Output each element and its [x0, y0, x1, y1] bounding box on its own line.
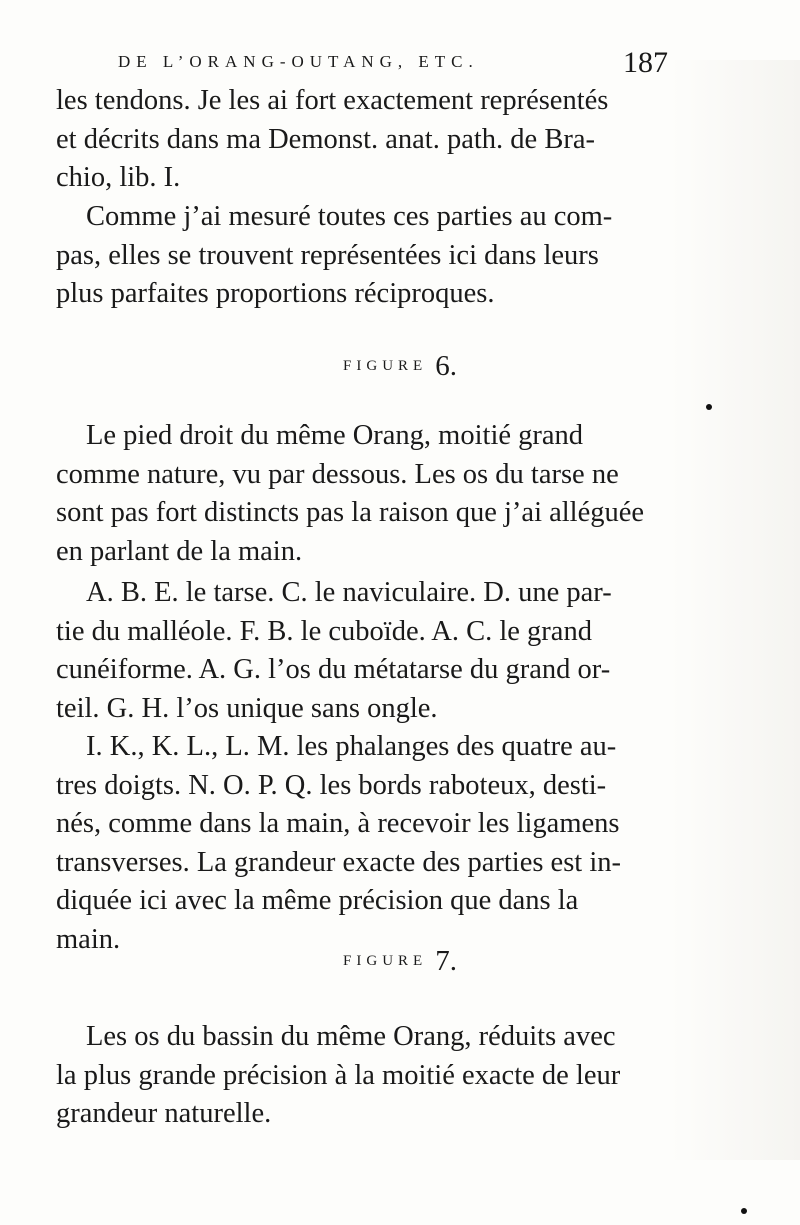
text-line: tres doigts. N. O. P. Q. les bords raboteux, desti-	[56, 769, 607, 801]
figure-7-heading	[0, 945, 800, 978]
running-head	[118, 46, 668, 80]
page-number: 187	[623, 46, 668, 79]
figure-number: 7.	[435, 945, 457, 977]
figure-label: FIGURE	[343, 358, 428, 374]
text-line: pas, elles se trouvent représentées ici dans leurs	[56, 239, 599, 271]
text-line: et décrits dans ma Demonst. anat. path. de Bra-	[56, 123, 595, 155]
figure-label: FIGURE	[343, 953, 428, 969]
figure-6-description	[56, 417, 674, 571]
text-line: grandeur naturelle.	[56, 1098, 272, 1130]
paragraph-measurement	[56, 198, 674, 314]
text-line: cunéiforme. A. G. l’os du métatarse du grand or-	[56, 654, 611, 686]
paragraph-continuation	[56, 82, 674, 198]
text-line: les tendons. Je les ai fort exactement représentés	[56, 85, 609, 116]
text-line: Le pied droit du même Orang, moitié grand	[86, 420, 584, 451]
text-line: nés, comme dans la main, à recevoir les ligamens	[56, 808, 620, 840]
text-line: diquée ici avec la même précision que dans la	[56, 885, 579, 917]
text-line: Les os du bassin du même Orang, réduits avec	[86, 1021, 616, 1052]
text-line: chio, lib. I.	[56, 162, 181, 194]
text-line: la plus grande précision à la moitié exacte de leur	[56, 1059, 621, 1091]
text-line: I. K., K. L., L. M. les phalanges des quatre au-	[86, 731, 617, 762]
figure-number: 6.	[435, 350, 457, 382]
ink-speck	[741, 1208, 747, 1214]
ink-speck	[706, 404, 712, 410]
text-line: plus parfaites proportions réciproques.	[56, 278, 495, 310]
figure-6-phalanges-legend	[56, 728, 674, 960]
text-line: teil. G. H. l’os unique sans ongle.	[56, 692, 438, 724]
text-line: tie du malléole. F. B. le cuboïde. A. C. le grand	[56, 615, 592, 647]
text-line: en parlant de la main.	[56, 535, 303, 567]
text-line: main.	[56, 923, 121, 955]
bleed-through-shadow	[670, 60, 800, 1160]
figure-7-description	[56, 1018, 674, 1134]
running-title: DE L’ORANG-OUTANG, ETC.	[118, 52, 479, 71]
text-line: transverses. La grandeur exacte des parties est in-	[56, 846, 622, 878]
figure-6-heading	[0, 350, 800, 383]
figure-6-tarsus-legend	[56, 574, 674, 728]
text-line: A. B. E. le tarse. C. le naviculaire. D. une par-	[86, 577, 612, 608]
text-line: sont pas fort distincts pas la raison que j’ai alléguée	[56, 497, 645, 529]
text-line: comme nature, vu par dessous. Les os du tarse ne	[56, 458, 619, 490]
text-line: Comme j’ai mesuré toutes ces parties au com-	[86, 201, 613, 232]
